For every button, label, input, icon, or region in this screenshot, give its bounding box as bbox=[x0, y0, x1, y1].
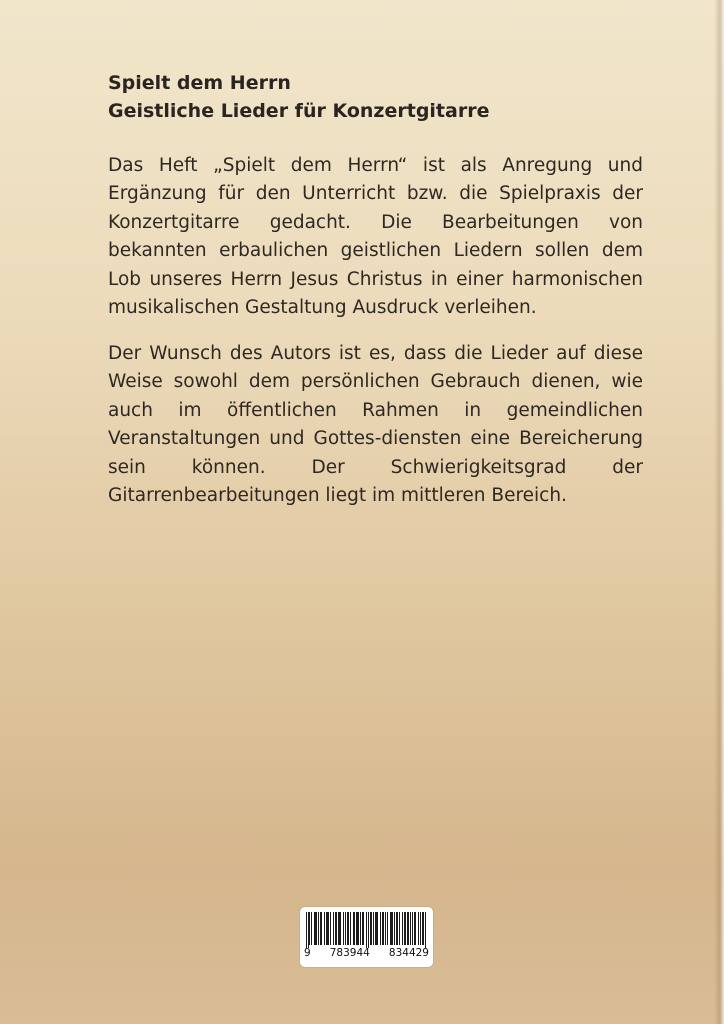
barcode-bar bbox=[316, 912, 317, 945]
barcode-bar bbox=[306, 912, 307, 948]
barcode-bar bbox=[377, 912, 378, 945]
barcode-bar bbox=[425, 912, 426, 948]
barcode-bar bbox=[353, 912, 354, 945]
barcode-bar bbox=[315, 912, 316, 945]
barcode-bar bbox=[408, 912, 409, 945]
description-paragraph-1: Das Heft „Spielt dem Herrn“ ist als Anregung und Ergänzung für den Unterricht bzw. die Spielpraxis der Konzertgitarre gedacht. Die Bearbeitungen von bekannten erbaulichen geistlichen Liedern sollen dem Lob unseres Herrn Jesus Christus in einer harmonischen musikalischen Gestaltung Ausdruck verleihen. bbox=[108, 155, 643, 319]
barcode-bar bbox=[420, 912, 421, 945]
barcode-bar bbox=[350, 912, 351, 945]
barcode-bar bbox=[399, 912, 400, 945]
isbn-digit-group-2: 834429 bbox=[388, 947, 429, 959]
barcode-bar bbox=[328, 912, 329, 945]
barcode-bar bbox=[370, 912, 371, 945]
barcode-bar bbox=[392, 912, 393, 945]
barcode-bar bbox=[358, 912, 359, 945]
description-paragraph-2: Der Wunsch des Autors ist es, dass die Lieder auf diese Weise sowohl dem persönlichen Gebrauch dienen, wie auch im öffentlichen Rahmen in gemeindlichen Veranstaltungen und Gottes-diensten eine Bereicherung sein können. Der Schwierigkeitsgrad der Gitarrenbearbeitungen liegt im mittleren Bereich. bbox=[108, 343, 643, 507]
barcode-bar bbox=[376, 912, 377, 945]
barcode-bar bbox=[354, 912, 355, 945]
barcode-bar bbox=[324, 912, 325, 945]
barcode-bar bbox=[362, 912, 363, 945]
barcode-bar bbox=[357, 912, 358, 945]
barcode-bar bbox=[414, 912, 415, 945]
barcode-bar bbox=[418, 912, 419, 945]
book-subtitle: Geistliche Lieder für Konzertgitarre bbox=[108, 100, 490, 122]
barcode-bar bbox=[348, 912, 349, 945]
barcode-bar bbox=[391, 912, 392, 945]
barcode-bar bbox=[366, 912, 367, 948]
barcode-bar bbox=[321, 912, 322, 945]
barcode-bar bbox=[390, 912, 391, 945]
barcode-bar bbox=[397, 912, 398, 945]
page-edge bbox=[714, 0, 724, 1024]
book-title: Spielt dem Herrn bbox=[108, 72, 291, 94]
barcode-bar bbox=[382, 912, 383, 945]
barcode-bar bbox=[412, 912, 413, 945]
barcode-bar bbox=[385, 912, 386, 945]
barcode-bar bbox=[320, 912, 321, 945]
barcode-bar bbox=[423, 912, 424, 945]
barcode-bar bbox=[387, 912, 388, 945]
barcode-bar bbox=[360, 912, 361, 945]
barcode-bar bbox=[371, 912, 372, 945]
barcode-bar bbox=[338, 912, 339, 945]
barcode-bar bbox=[396, 912, 397, 945]
barcode-bar bbox=[363, 912, 364, 945]
isbn-digit-group-1: 783944 bbox=[329, 947, 370, 959]
barcode-bar bbox=[356, 912, 357, 945]
barcode-bar bbox=[311, 912, 312, 945]
barcode-bar bbox=[394, 912, 395, 945]
barcode-bar bbox=[410, 912, 411, 945]
barcode-bar bbox=[402, 912, 403, 945]
barcode-bar bbox=[314, 912, 315, 945]
barcode-bar bbox=[345, 912, 346, 945]
barcode-bar bbox=[309, 912, 310, 945]
barcode-bar bbox=[335, 912, 336, 945]
barcode-bar bbox=[368, 912, 369, 948]
isbn-first-digit: 9 bbox=[304, 947, 311, 959]
barcode-bar bbox=[404, 912, 405, 945]
barcode-bar bbox=[373, 912, 374, 945]
barcode-bars bbox=[306, 912, 427, 948]
barcode-bar bbox=[336, 912, 337, 945]
barcode-bar bbox=[308, 912, 309, 948]
barcode-bar bbox=[330, 912, 331, 945]
barcode-bar bbox=[333, 912, 334, 945]
barcode-bar bbox=[327, 912, 328, 945]
isbn-number bbox=[304, 947, 429, 960]
barcode-bar bbox=[422, 912, 423, 945]
isbn-barcode bbox=[300, 907, 433, 967]
barcode-bar bbox=[339, 912, 340, 945]
barcode-bar bbox=[375, 912, 376, 945]
barcode-bar bbox=[340, 912, 341, 945]
barcode-bar bbox=[405, 912, 406, 945]
barcode-bar bbox=[326, 912, 327, 945]
barcode-bar bbox=[343, 912, 344, 945]
barcode-bar bbox=[407, 912, 408, 945]
barcode-bar bbox=[383, 912, 384, 945]
barcode-bar bbox=[415, 912, 416, 945]
barcode-bar bbox=[318, 912, 319, 945]
barcode-bar bbox=[347, 912, 348, 945]
barcode-bar bbox=[380, 912, 381, 945]
